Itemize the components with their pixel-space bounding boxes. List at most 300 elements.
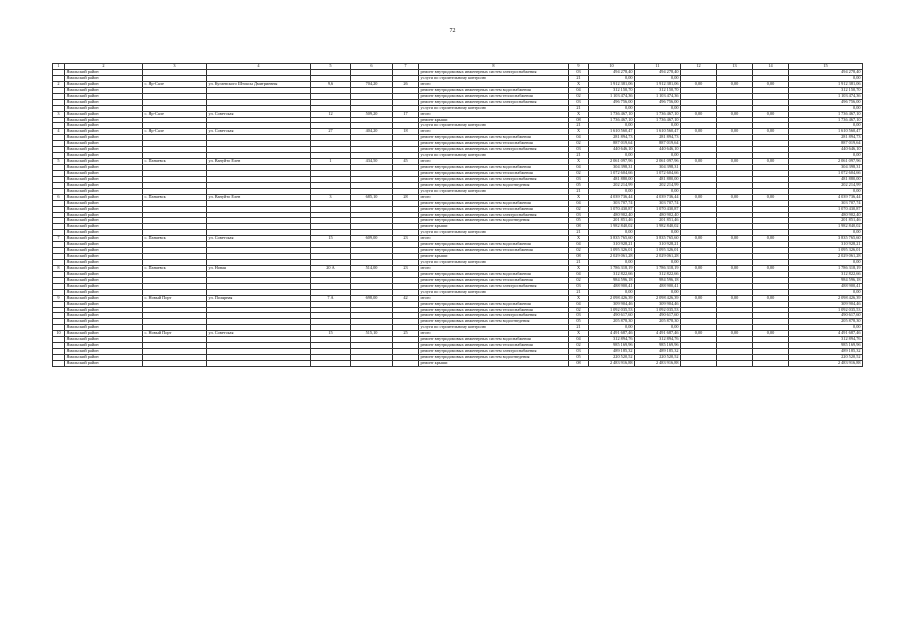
header-cell-5: 5	[311, 64, 351, 70]
cell-fund-cost: 440 646,10	[635, 147, 681, 153]
cell-house-number: 15	[311, 236, 351, 242]
cell-work-type: услуги по строительному контролю	[419, 325, 569, 331]
cell-district: Ямальский район	[65, 360, 143, 366]
cell-work-type: ремонт внутридомовых инженерных систем теплоснабжения	[419, 248, 569, 254]
cell-work-type: итого	[419, 236, 569, 242]
cell-planned-cost: 312 822,66	[789, 271, 863, 277]
cell-total-cost: 0,00	[589, 325, 635, 331]
cell-work-type: итого	[419, 129, 569, 135]
cell-area: 514,00	[351, 265, 393, 271]
cell-district: Ямальский район	[65, 182, 143, 188]
cell-work-code: 08	[569, 224, 589, 230]
cell-planned-cost: 488 900,41	[789, 283, 863, 289]
header-cell-12: 12	[681, 64, 717, 70]
cell-work-type: услуги по строительному контролю	[419, 123, 569, 129]
cell-work-type: ремонт внутридомовых инженерных систем теплоснабжения	[419, 343, 569, 349]
cell-work-type: итого	[419, 159, 569, 165]
cell-planned-cost: 202 214,99	[789, 182, 863, 188]
cell-total-cost: 0,00	[589, 230, 635, 236]
cell-work-code: 02	[569, 206, 589, 212]
cell-fund-cost: 490 617,60	[635, 313, 681, 319]
cell-fund-cost: 304 398,31	[635, 165, 681, 171]
cell-total-cost: 481 880,00	[589, 176, 635, 182]
cell-work-type: ремонт внутридомовых инженерных систем теплоснабжения	[419, 93, 569, 99]
cell-work-code: 04	[569, 165, 589, 171]
cell-planned-cost: 489 185,32	[789, 349, 863, 355]
cell-col-13: 0,00	[717, 129, 753, 135]
cell-work-code: 08	[569, 360, 589, 366]
cell-street: ул. Советская	[207, 111, 311, 117]
cell-total-cost: 1 610 560,47	[589, 129, 635, 135]
cell-planned-cost: 3 835 765,60	[789, 236, 863, 242]
cell-planned-cost: 494 278,40	[789, 70, 863, 76]
cell-total-cost: 310 928,21	[589, 242, 635, 248]
header-cell-9: 9	[569, 64, 589, 70]
table-body	[53, 64, 863, 367]
cell-total-cost: 1 072 604,66	[589, 170, 635, 176]
cell-work-type: ремонт внутридомовых инженерных систем электроснабжения	[419, 99, 569, 105]
cell-fund-cost: 887 019,64	[635, 141, 681, 147]
cell-fund-cost: 312 894,76	[635, 337, 681, 343]
cell-planned-cost: 312 894,76	[789, 337, 863, 343]
cell-work-code: 02	[569, 248, 589, 254]
cell-total-cost: 0,00	[589, 123, 635, 129]
cell-total-cost: 304 398,31	[589, 165, 635, 171]
cell-col-12: 0,00	[681, 236, 717, 242]
cell-fund-cost: 1 736 467,10	[635, 117, 681, 123]
cell-total-cost: 2 029 061,28	[589, 254, 635, 260]
cell-work-type: услуги по строительному контролю	[419, 260, 569, 266]
cell-district: Ямальский район	[65, 242, 143, 248]
cell-work-code: 21	[569, 75, 589, 81]
cell-planned-cost: 304 398,31	[789, 165, 863, 171]
cell-district: Ямальский район	[65, 295, 143, 301]
cell-work-code: 05	[569, 355, 589, 361]
cell-district: Ямальский район	[65, 260, 143, 266]
cell-col-12: 0,00	[681, 265, 717, 271]
cell-work-code: X	[569, 81, 589, 87]
cell-planned-cost: 0,00	[789, 75, 863, 81]
cell-planned-cost: 1 095 326,01	[789, 248, 863, 254]
cell-fund-cost: 480 902,40	[635, 212, 681, 218]
page-number: 72	[449, 28, 456, 34]
cell-fund-cost: 1 095 326,01	[635, 248, 681, 254]
cell-district: Ямальский район	[65, 87, 143, 93]
cell-total-cost: 984 596,18	[589, 277, 635, 283]
cell-work-type: ремонт крыши	[419, 224, 569, 230]
cell-fund-cost: 0,00	[635, 153, 681, 159]
cell-planned-cost: 480 902,40	[789, 212, 863, 218]
cell-work-type: ремонт крыши	[419, 117, 569, 123]
cell-work-type: ремонт внутридомовых инженерных систем водоотведения	[419, 319, 569, 325]
cell-planned-cost: 220 520,52	[789, 355, 863, 361]
cell-planned-cost: 0,00	[789, 325, 863, 331]
cell-total-cost: 202 214,99	[589, 182, 635, 188]
cell-col-14: 0,00	[753, 236, 789, 242]
cell-work-type: итого	[419, 81, 569, 87]
cell-settlement	[143, 360, 207, 366]
cell-work-type: итого	[419, 111, 569, 117]
cell-house-number: 1	[311, 159, 351, 165]
cell-fund-cost: 2 098 426,39	[635, 295, 681, 301]
cell-col-14: 0,00	[753, 81, 789, 87]
cell-district: Ямальский район	[65, 99, 143, 105]
cell-fund-cost: 489 185,32	[635, 349, 681, 355]
cell-district: Ямальский район	[65, 325, 143, 331]
cell-fund-cost: 984 596,18	[635, 277, 681, 283]
cell-row-number: 2	[53, 81, 65, 87]
cell-total-cost: 440 646,10	[589, 147, 635, 153]
cell-district: Ямальский район	[65, 135, 143, 141]
cell-work-type: ремонт внутридомовых инженерных систем электроснабжения	[419, 313, 569, 319]
cell-house-number: 15	[311, 331, 351, 337]
cell-district: Ямальский район	[65, 81, 143, 87]
cell-work-code: 21	[569, 153, 589, 159]
cell-fund-cost: 1 736 467,10	[635, 111, 681, 117]
cell-area: 609,00	[351, 236, 393, 242]
cell-col-12	[681, 360, 717, 366]
cell-street: ул. Вануйто Елен	[207, 194, 311, 200]
cell-total-cost: 3 835 765,60	[589, 236, 635, 242]
cell-street: ул. Новая	[207, 265, 311, 271]
cell-fund-cost: 2 029 061,28	[635, 254, 681, 260]
cell-work-code: 21	[569, 260, 589, 266]
cell-settlement: с. Яр-Сале	[143, 111, 207, 117]
cell-row-number: 8	[53, 265, 65, 271]
cell-planned-cost: 312 150,70	[789, 87, 863, 93]
header-cell-10: 10	[589, 64, 635, 70]
cell-work-code: 03	[569, 147, 589, 153]
cell-col-14: 0,00	[753, 159, 789, 165]
cell-row-number: 10	[53, 331, 65, 337]
cell-district: Ямальский район	[65, 230, 143, 236]
cell-work-code: 04	[569, 87, 589, 93]
cell-fund-cost: 205 878,30	[635, 319, 681, 325]
cell-work-code: 04	[569, 337, 589, 343]
cell-fund-cost: 0,00	[635, 289, 681, 295]
cell-district: Ямальский район	[65, 337, 143, 343]
cell-work-type: ремонт внутридомовых инженерных систем водоснабжения	[419, 337, 569, 343]
cell-work-code: 21	[569, 188, 589, 194]
cell-fund-cost: 0,00	[635, 230, 681, 236]
cell-work-code: 05	[569, 182, 589, 188]
cell-total-cost: 0,00	[589, 188, 635, 194]
cell-work-type: ремонт внутридомовых инженерных систем водоотведения	[419, 218, 569, 224]
cell-work-type: ремонт внутридомовых инженерных систем электроснабжения	[419, 147, 569, 153]
cell-work-code: 03	[569, 283, 589, 289]
cell-work-code: X	[569, 111, 589, 117]
cell-total-cost: 4 039 736,44	[589, 194, 635, 200]
cell-total-cost: 0,00	[589, 289, 635, 295]
cell-district: Ямальский район	[65, 194, 143, 200]
cell-work-code: 21	[569, 289, 589, 295]
cell-district: Ямальский район	[65, 212, 143, 218]
cell-work-code: 08	[569, 254, 589, 260]
cell-fund-cost: 481 880,00	[635, 176, 681, 182]
cell-work-type: услуги по строительному контролю	[419, 75, 569, 81]
cell-work-code: 03	[569, 313, 589, 319]
cell-planned-cost: 440 646,10	[789, 147, 863, 153]
cell-row-number: 5	[53, 159, 65, 165]
cell-work-code: X	[569, 129, 589, 135]
cell-district: Ямальский район	[65, 271, 143, 277]
cell-district: Ямальский район	[65, 277, 143, 283]
cell-fund-cost: 0,00	[635, 260, 681, 266]
cell-work-code: 05	[569, 218, 589, 224]
cell-total-cost: 494 278,40	[589, 70, 635, 76]
cell-total-cost: 2 061 097,96	[589, 159, 635, 165]
cell-district: Ямальский район	[65, 254, 143, 260]
cell-district: Ямальский район	[65, 165, 143, 171]
cell-planned-cost: 1 786 318,19	[789, 265, 863, 271]
cell-fund-cost: 303 707,74	[635, 200, 681, 206]
cell-planned-cost: 4 491 687,46	[789, 331, 863, 337]
cell-total-cost: 309 904,46	[589, 301, 635, 307]
cell-total-cost: 205 878,30	[589, 319, 635, 325]
cell-settlement: с. Панаевск	[143, 159, 207, 165]
cell-fund-cost: 201 851,46	[635, 218, 681, 224]
cell-total-cost: 201 851,46	[589, 218, 635, 224]
cell-work-code: 03	[569, 349, 589, 355]
cell-planned-cost: 1 736 467,10	[789, 111, 863, 117]
cell-district: Ямальский район	[65, 283, 143, 289]
cell-district: Ямальский район	[65, 129, 143, 135]
cell-work-code: X	[569, 331, 589, 337]
cell-row-number: 7	[53, 236, 65, 242]
header-cell-6: 6	[351, 64, 393, 70]
cell-col-12: 0,00	[681, 129, 717, 135]
cell-work-type: ремонт внутридомовых инженерных систем водоснабжения	[419, 200, 569, 206]
cell-total-cost: 0,00	[589, 75, 635, 81]
cell-work-code: 21	[569, 123, 589, 129]
cell-fund-cost: 2 483 916,88	[635, 360, 681, 366]
cell-total-cost: 1 982 840,02	[589, 224, 635, 230]
cell-col-13: 0,00	[717, 111, 753, 117]
cell-work-type: ремонт внутридомовых инженерных систем теплоснабжения	[419, 206, 569, 212]
cell-work-code: X	[569, 159, 589, 165]
cell-work-type: итого	[419, 194, 569, 200]
cell-district: Ямальский район	[65, 141, 143, 147]
cell-work-type: ремонт внутридомовых инженерных систем электроснабжения	[419, 212, 569, 218]
cell-planned-cost: 1 092 035,53	[789, 307, 863, 313]
cell-work-type: ремонт внутридомовых инженерных систем теплоснабжения	[419, 307, 569, 313]
cell-work-code: 03	[569, 212, 589, 218]
cell-work-type: услуги по строительному контролю	[419, 105, 569, 111]
cell-work-code: 04	[569, 271, 589, 277]
cell-col-14: 0,00	[753, 295, 789, 301]
cell-col-12: 0,00	[681, 111, 717, 117]
cell-planned-cost: 0,00	[789, 230, 863, 236]
cell-district: Ямальский район	[65, 218, 143, 224]
cell-fund-cost: 0,00	[635, 105, 681, 111]
cell-apartments: 42	[393, 295, 419, 301]
cell-district: Ямальский район	[65, 159, 143, 165]
cell-fund-cost: 3 835 765,60	[635, 236, 681, 242]
cell-fund-cost: 0,00	[635, 75, 681, 81]
cell-area: 404,20	[351, 129, 393, 135]
cell-work-type: ремонт внутридомовых инженерных систем водоснабжения	[419, 87, 569, 93]
cell-apartments: 18	[393, 129, 419, 135]
cell-planned-cost: 201 851,46	[789, 218, 863, 224]
cell-settlement: с. Панаевск	[143, 194, 207, 200]
cell-planned-cost: 0,00	[789, 289, 863, 295]
cell-apartments: 26	[393, 81, 419, 87]
cell-work-code: X	[569, 236, 589, 242]
cell-row-number: 3	[53, 111, 65, 117]
cell-col-13	[717, 360, 753, 366]
cell-district: Ямальский район	[65, 343, 143, 349]
cell-district: Ямальский район	[65, 355, 143, 361]
cell-street: ул. Советская	[207, 236, 311, 242]
cell-fund-cost: 309 904,46	[635, 301, 681, 307]
cell-street: ул. Полярная	[207, 295, 311, 301]
cell-district: Ямальский район	[65, 105, 143, 111]
cell-work-type: ремонт внутридомовых инженерных систем водоснабжения	[419, 301, 569, 307]
cell-planned-cost: 281 894,73	[789, 135, 863, 141]
cell-planned-cost: 1 912 381,06	[789, 81, 863, 87]
capital-repair-table	[52, 63, 863, 367]
cell-planned-cost: 4 039 736,44	[789, 194, 863, 200]
cell-col-12: 0,00	[681, 194, 717, 200]
cell-district: Ямальский район	[65, 153, 143, 159]
cell-fund-cost: 0,00	[635, 123, 681, 129]
cell-planned-cost: 1 070 430,87	[789, 206, 863, 212]
cell-total-cost: 480 902,40	[589, 212, 635, 218]
cell-district: Ямальский район	[65, 301, 143, 307]
cell-work-code: 03	[569, 70, 589, 76]
cell-total-cost: 4 491 687,46	[589, 331, 635, 337]
cell-work-type: ремонт внутридомовых инженерных систем водоснабжения	[419, 165, 569, 171]
cell-work-code: 03	[569, 176, 589, 182]
cell-work-type: ремонт внутридомовых инженерных систем водоснабжения	[419, 135, 569, 141]
cell-work-code: 02	[569, 141, 589, 147]
cell-planned-cost: 481 880,00	[789, 176, 863, 182]
cell-district: Ямальский район	[65, 200, 143, 206]
cell-fund-cost: 202 214,99	[635, 182, 681, 188]
cell-fund-cost: 1 982 840,02	[635, 224, 681, 230]
cell-col-13: 0,00	[717, 265, 753, 271]
cell-work-type: услуги по строительному контролю	[419, 230, 569, 236]
cell-work-type: услуги по строительному контролю	[419, 289, 569, 295]
cell-district: Ямальский район	[65, 289, 143, 295]
cell-district: Ямальский район	[65, 224, 143, 230]
cell-work-type: ремонт внутридомовых инженерных систем электроснабжения	[419, 283, 569, 289]
cell-fund-cost: 1 070 430,87	[635, 206, 681, 212]
cell-area: 685,10	[351, 194, 393, 200]
cell-total-cost: 985 169,96	[589, 343, 635, 349]
cell-planned-cost: 496 756,00	[789, 99, 863, 105]
cell-col-14: 0,00	[753, 129, 789, 135]
cell-settlement: с. Яр-Сале	[143, 129, 207, 135]
cell-work-type: ремонт крыши	[419, 254, 569, 260]
cell-district: Ямальский район	[65, 349, 143, 355]
cell-total-cost: 1 736 467,10	[589, 117, 635, 123]
cell-col-12: 0,00	[681, 159, 717, 165]
cell-total-cost: 1 912 381,06	[589, 81, 635, 87]
cell-district: Ямальский район	[65, 75, 143, 81]
cell-work-code: 03	[569, 99, 589, 105]
header-cell-11: 11	[635, 64, 681, 70]
cell-settlement: с. Новый Порт	[143, 331, 207, 337]
cell-fund-cost: 496 756,00	[635, 99, 681, 105]
cell-work-code: 21	[569, 325, 589, 331]
cell-street: ул. Советская	[207, 129, 311, 135]
cell-fund-cost: 4 491 687,46	[635, 331, 681, 337]
cell-fund-cost: 220 520,52	[635, 355, 681, 361]
header-cell-4: 4	[207, 64, 311, 70]
cell-work-type: ремонт крыши	[419, 360, 569, 366]
cell-district: Ямальский район	[65, 248, 143, 254]
cell-col-14: 0,00	[753, 111, 789, 117]
cell-col-12: 0,00	[681, 331, 717, 337]
cell-planned-cost: 0,00	[789, 123, 863, 129]
cell-apartments: 17	[393, 111, 419, 117]
cell-district: Ямальский район	[65, 111, 143, 117]
cell-total-cost: 312 894,76	[589, 337, 635, 343]
cell-street: ул. Вануйто Елен	[207, 159, 311, 165]
cell-apartments: 23	[393, 236, 419, 242]
cell-planned-cost: 0,00	[789, 188, 863, 194]
cell-col-13: 0,00	[717, 295, 753, 301]
cell-area: 509,20	[351, 111, 393, 117]
header-cell-8: 8	[419, 64, 569, 70]
cell-work-code: 02	[569, 170, 589, 176]
cell-fund-cost: 985 169,96	[635, 343, 681, 349]
cell-row-number: 4	[53, 129, 65, 135]
cell-planned-cost: 2 061 097,96	[789, 159, 863, 165]
cell-planned-cost: 309 904,46	[789, 301, 863, 307]
cell-total-cost: 303 707,74	[589, 200, 635, 206]
cell-apartments: 25	[393, 331, 419, 337]
cell-planned-cost: 205 878,30	[789, 319, 863, 325]
cell-total-cost: 312 150,70	[589, 87, 635, 93]
cell-house-number	[311, 360, 351, 366]
cell-planned-cost: 0,00	[789, 260, 863, 266]
cell-work-code: 05	[569, 319, 589, 325]
header-cell-13: 13	[717, 64, 753, 70]
cell-work-type: услуги по строительному контролю	[419, 153, 569, 159]
cell-work-type: итого	[419, 331, 569, 337]
cell-row-number: 6	[53, 194, 65, 200]
cell-work-code: 21	[569, 230, 589, 236]
cell-total-cost: 887 019,64	[589, 141, 635, 147]
cell-total-cost: 0,00	[589, 153, 635, 159]
cell-total-cost: 496 756,00	[589, 99, 635, 105]
cell-planned-cost: 985 169,96	[789, 343, 863, 349]
cell-planned-cost: 2 029 061,28	[789, 254, 863, 260]
cell-district: Ямальский район	[65, 188, 143, 194]
cell-col-12: 0,00	[681, 295, 717, 301]
cell-work-type: ремонт внутридомовых инженерных систем водоотведения	[419, 182, 569, 188]
cell-fund-cost: 1 092 035,53	[635, 307, 681, 313]
cell-district: Ямальский район	[65, 313, 143, 319]
cell-district: Ямальский район	[65, 206, 143, 212]
cell-fund-cost: 312 822,66	[635, 271, 681, 277]
cell-street	[207, 360, 311, 366]
cell-total-cost: 312 822,66	[589, 271, 635, 277]
header-cell-14: 14	[753, 64, 789, 70]
cell-planned-cost: 2 098 426,39	[789, 295, 863, 301]
cell-planned-cost: 490 617,60	[789, 313, 863, 319]
cell-col-13: 0,00	[717, 236, 753, 242]
cell-house-number: 12	[311, 111, 351, 117]
cell-planned-cost: 2 483 916,88	[789, 360, 863, 366]
cell-row-number: 9	[53, 295, 65, 301]
cell-planned-cost: 1 736 467,10	[789, 117, 863, 123]
cell-district: Ямальский район	[65, 307, 143, 313]
cell-fund-cost: 2 061 097,96	[635, 159, 681, 165]
cell-planned-cost: 1 072 604,66	[789, 170, 863, 176]
